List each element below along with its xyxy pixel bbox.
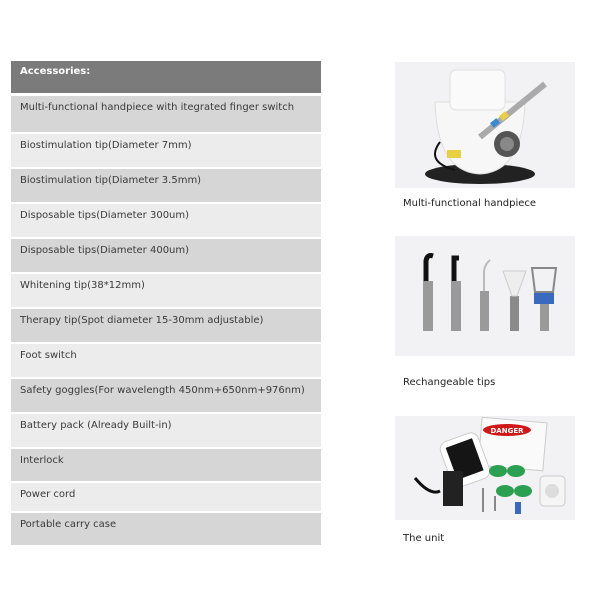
tips-photo [395, 236, 575, 356]
accessory-row: Multi-functional handpiece with itegrated finger switch [11, 96, 321, 134]
accessory-row: Foot switch [11, 344, 321, 379]
unit-photo [395, 416, 575, 520]
accessory-row: Disposable tips(Diameter 400um) [11, 239, 321, 274]
accessory-row: Therapy tip(Spot diameter 15-30mm adjustable) [11, 309, 321, 344]
accessories-header: Accessories: [11, 61, 321, 93]
accessory-row: Biostimulation tip(Diameter 7mm) [11, 134, 321, 169]
accessories-table [11, 61, 321, 545]
handpiece-photo [395, 62, 575, 188]
tips-caption: Rechangeable tips [403, 377, 496, 388]
svg-text:DANGER: DANGER [490, 427, 524, 435]
accessory-row: Biostimulation tip(Diameter 3.5mm) [11, 169, 321, 204]
accessory-row: Portable carry case [11, 513, 321, 545]
accessory-row: Safety goggles(For wavelength 450nm+650nm+976nm) [11, 379, 321, 414]
accessory-row: Whitening tip(38*12mm) [11, 274, 321, 309]
accessory-row: Power cord [11, 483, 321, 513]
handpiece-caption: Multi-functional handpiece [403, 198, 537, 209]
accessory-row: Battery pack (Already Built-in) [11, 414, 321, 449]
unit-caption: The unit [403, 533, 445, 544]
accessory-row: Disposable tips(Diameter 300um) [11, 204, 321, 239]
accessory-row: Interlock [11, 449, 321, 483]
